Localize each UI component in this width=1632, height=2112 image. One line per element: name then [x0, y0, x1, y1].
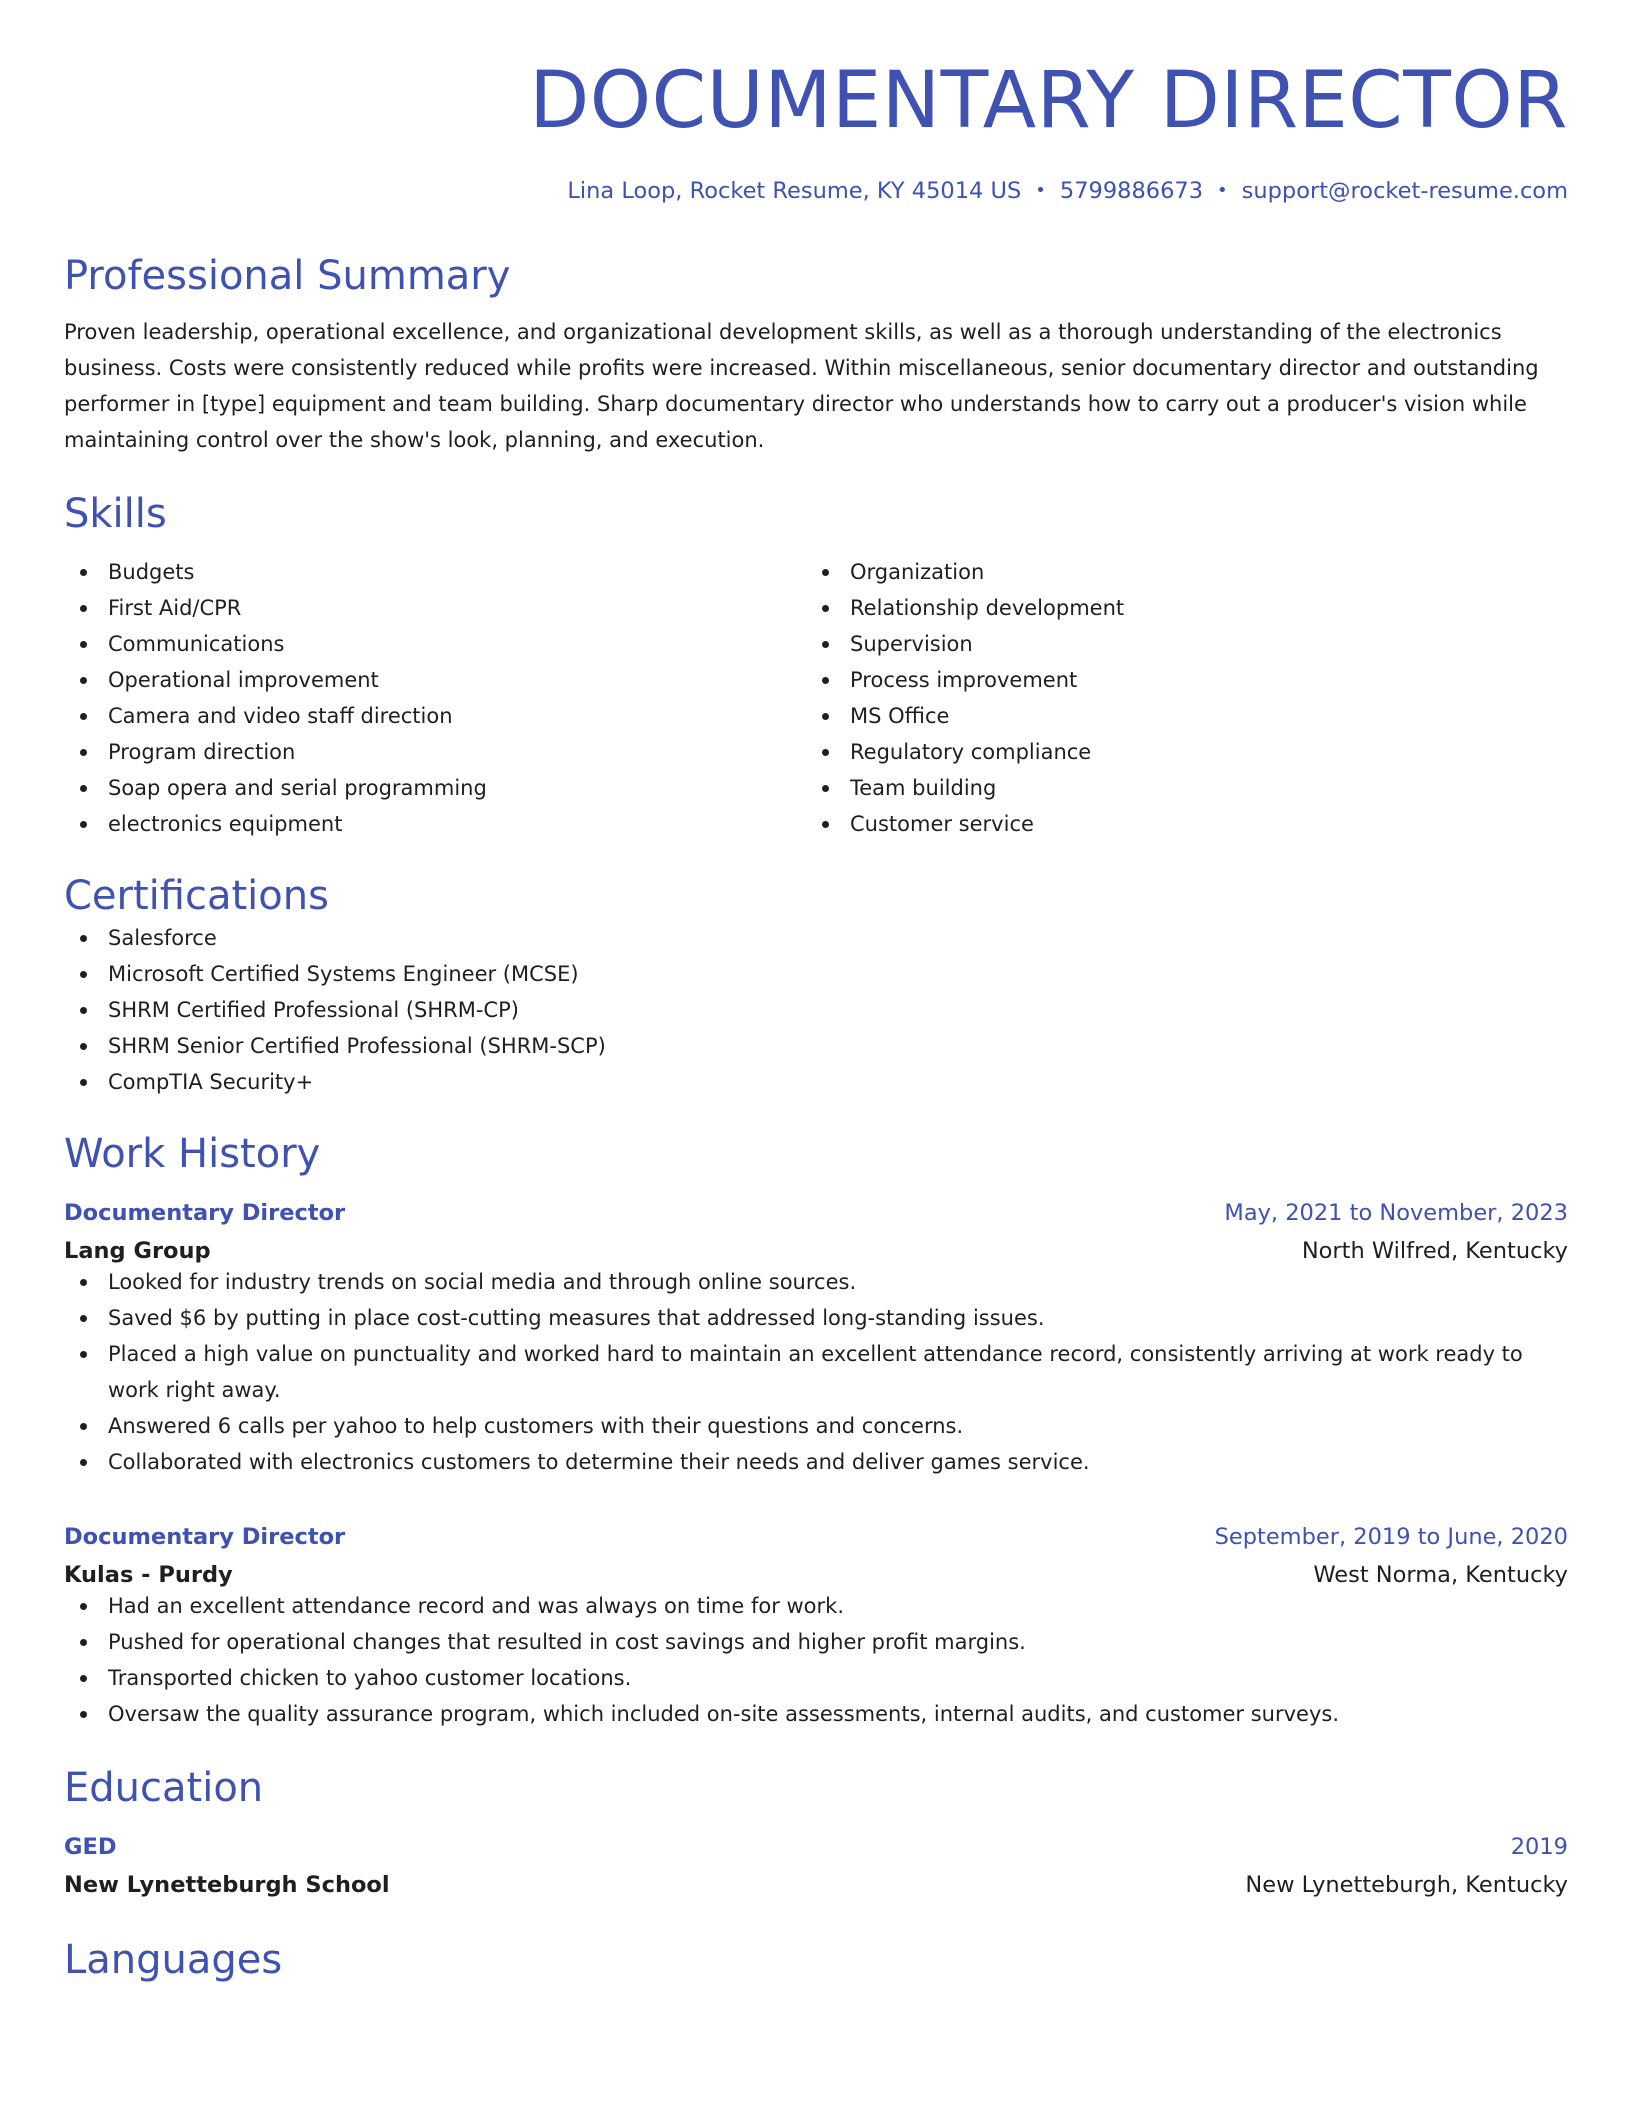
- education-school: New Lynetteburgh School: [64, 1872, 390, 1898]
- contact-separator: •: [1217, 180, 1228, 201]
- certifications-heading: Certifications: [64, 873, 329, 919]
- resume-page: [64, 0, 1568, 1984]
- job-duties-list: [64, 1264, 1568, 1480]
- job-duty: Pushed for operational changes that resulted in cost savings and higher profit margins.: [64, 1624, 1568, 1660]
- summary-text: Proven leadership, operational excellence, and organizational development skills, as well as a thorough understanding of the electronics business. Costs were consistently reduced while profits were increased. Within miscellaneous, senior documentary director and outstanding performer in [type] equipment and team building. Sharp documentary director who understands how to carry out a producer's vision while maintaining control over the show's look, planning, and execution.: [64, 320, 1539, 452]
- skills-column-right: [806, 554, 1548, 842]
- job-company-row: [64, 1238, 1568, 1264]
- skills-column-left: [64, 554, 806, 842]
- education-school-row: [64, 1872, 1568, 1898]
- contact-phone: 5799886673: [1059, 178, 1204, 204]
- education-degree: GED: [64, 1834, 117, 1860]
- job-company: Lang Group: [64, 1238, 211, 1264]
- skills-grid: [64, 554, 1568, 842]
- job-duty: Answered 6 calls per yahoo to help customers with their questions and concerns.: [64, 1408, 1568, 1444]
- education-year: 2019: [1510, 1834, 1568, 1860]
- skill-item: Communications: [64, 626, 806, 662]
- job-duty: Looked for industry trends on social media and through online sources.: [64, 1264, 1568, 1300]
- job-role: Documentary Director: [64, 1200, 346, 1226]
- contact-separator: •: [1035, 180, 1046, 201]
- skill-item: Operational improvement: [64, 662, 806, 698]
- skill-item: Process improvement: [806, 662, 1548, 698]
- skill-item: First Aid/CPR: [64, 590, 806, 626]
- skill-item: MS Office: [806, 698, 1548, 734]
- skill-item: Customer service: [806, 806, 1548, 842]
- contact-address: Lina Loop, Rocket Resume, KY 45014 US: [567, 178, 1022, 204]
- skill-item: Team building: [806, 770, 1548, 806]
- education-location: New Lynetteburgh, Kentucky: [1245, 1872, 1568, 1898]
- job-entry: [64, 1200, 1568, 1480]
- job-entry: [64, 1524, 1568, 1732]
- job-duty: Oversaw the quality assurance program, which included on-site assessments, internal audits, and customer surveys.: [64, 1696, 1568, 1732]
- certification-item: SHRM Certified Professional (SHRM-CP): [64, 992, 1568, 1028]
- skill-item: Budgets: [64, 554, 806, 590]
- certification-item: Microsoft Certified Systems Engineer (MCSE): [64, 956, 1568, 992]
- education-entry: [64, 1834, 1568, 1898]
- skills-list-right: [806, 554, 1548, 842]
- skill-item: Supervision: [806, 626, 1548, 662]
- skill-item: Organization: [806, 554, 1548, 590]
- skill-item: Program direction: [64, 734, 806, 770]
- job-duty: Had an excellent attendance record and was always on time for work.: [64, 1588, 1568, 1624]
- job-duties-list: [64, 1588, 1568, 1732]
- certifications-list: [64, 920, 1568, 1100]
- job-location: West Norma, Kentucky: [1313, 1562, 1568, 1588]
- job-duty: Transported chicken to yahoo customer locations.: [64, 1660, 1568, 1696]
- job-dates: May, 2021 to November, 2023: [1224, 1200, 1568, 1226]
- job-duty: Collaborated with electronics customers to determine their needs and deliver games service.: [64, 1444, 1568, 1480]
- job-company-row: [64, 1562, 1568, 1588]
- skills-heading: Skills: [64, 491, 167, 537]
- skill-item: electronics equipment: [64, 806, 806, 842]
- job-duty: Placed a high value on punctuality and worked hard to maintain an excellent attendance record, consistently arriving at work ready to work right away.: [64, 1336, 1568, 1408]
- skill-item: Camera and video staff direction: [64, 698, 806, 734]
- skill-item: Relationship development: [806, 590, 1548, 626]
- certification-item: CompTIA Security+: [64, 1064, 1568, 1100]
- contact-email: support@rocket-resume.com: [1241, 178, 1568, 204]
- summary-heading: Professional Summary: [64, 253, 511, 299]
- job-header-row: [64, 1524, 1568, 1550]
- skill-item: Soap opera and serial programming: [64, 770, 806, 806]
- job-company: Kulas - Purdy: [64, 1562, 233, 1588]
- job-duty: Saved $6 by putting in place cost-cutting measures that addressed long-standing issues.: [64, 1300, 1568, 1336]
- skills-list-left: [64, 554, 806, 842]
- skill-item: Regulatory compliance: [806, 734, 1548, 770]
- contact-line: [64, 178, 1568, 204]
- education-header-row: [64, 1834, 1568, 1860]
- certification-item: Salesforce: [64, 920, 1568, 956]
- certification-item: SHRM Senior Certified Professional (SHRM-SCP): [64, 1028, 1568, 1064]
- job-role: Documentary Director: [64, 1524, 346, 1550]
- resume-title: DOCUMENTARY DIRECTOR: [529, 56, 1568, 146]
- work-history-heading: Work History: [64, 1131, 321, 1177]
- education-heading: Education: [64, 1765, 264, 1811]
- job-header-row: [64, 1200, 1568, 1226]
- job-dates: September, 2019 to June, 2020: [1214, 1524, 1568, 1550]
- languages-heading: Languages: [64, 1937, 283, 1983]
- job-location: North Wilfred, Kentucky: [1301, 1238, 1568, 1264]
